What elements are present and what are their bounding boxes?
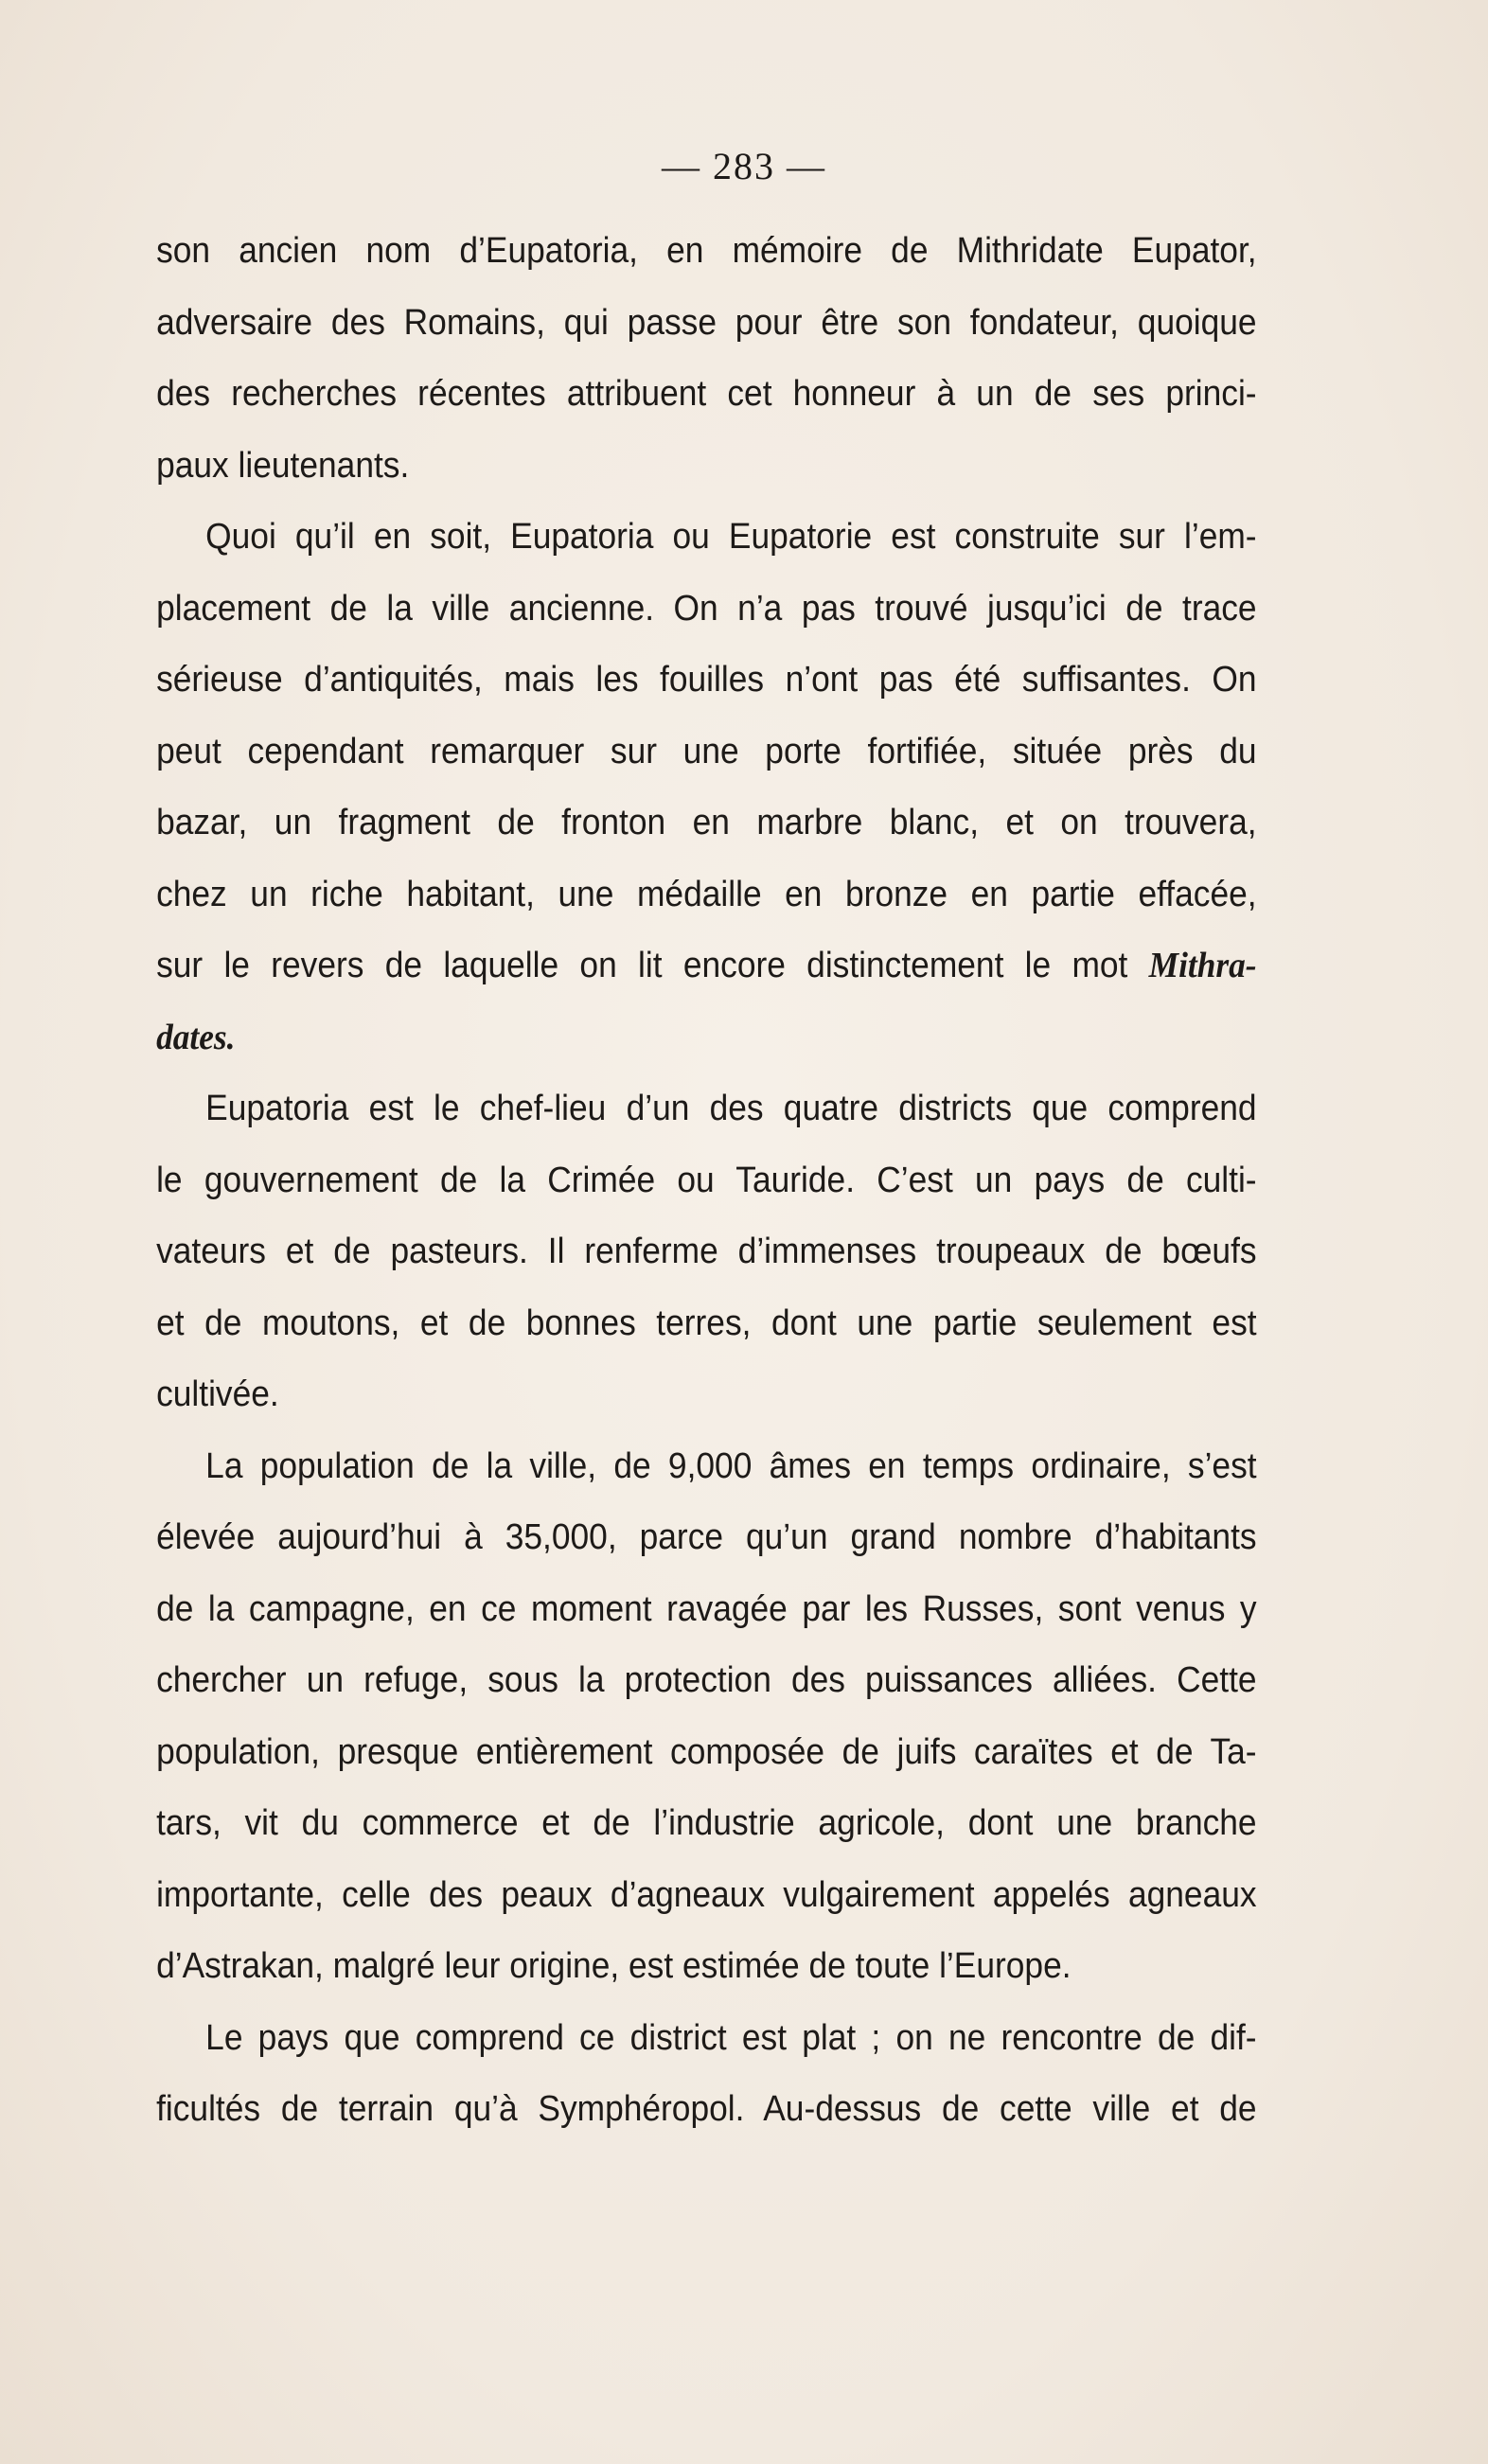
text-line: tars, vit du commerce et de l’industrie agricole, dont une branche <box>156 1803 1257 1843</box>
text-line: placement de la ville ancienne. On n’a pas trouvé jusqu’ici de trace <box>156 588 1257 629</box>
text-line <box>107 1002 1257 1074</box>
text-line: importante, celle des peaux d’agneaux vulgairement appelés agneaux <box>156 1874 1257 1915</box>
paragraph-5 <box>107 2003 1257 2146</box>
text-line: d’Astrakan, malgré leur origine, est estimée de toute l’Europe. <box>156 1946 1072 1986</box>
text-line: et de moutons, et de bonnes terres, dont une partie seulement est <box>156 1303 1257 1343</box>
text-line: de la campagne, en ce moment ravagée par les Russes, sont venus y <box>156 1588 1257 1629</box>
text-line: peut cependant remarquer sur une porte fortifiée, située près du <box>156 731 1257 771</box>
paragraph-1 <box>107 216 1257 502</box>
paragraph-2 <box>107 502 1257 1073</box>
text-line: des recherches récentes attribuent cet honneur à un de ses princi- <box>156 374 1257 414</box>
text-line: cultivée. <box>156 1374 279 1414</box>
page-number: — 283 — <box>662 145 826 187</box>
text-line: population, presque entièrement composée de juifs caraïtes et de Ta- <box>156 1731 1257 1772</box>
italic-word: dates. <box>156 1017 236 1057</box>
text-line: son ancien nom d’Eupatoria, en mémoire de Mithridate Eupator, <box>156 231 1257 271</box>
text-line: élevée aujourd’hui à 35,000, parce qu’un grand nombre d’habitants <box>156 1517 1257 1557</box>
text-segment: sur le revers de laquelle on lit encore distinctement le mot <box>156 946 1149 985</box>
text-line: paux lieutenants. <box>156 445 410 486</box>
text-line: adversaire des Romains, qui passe pour être son fondateur, quoique <box>156 302 1257 343</box>
text-line: chercher un refuge, sous la protection des puissances alliées. Cette <box>156 1660 1257 1700</box>
text-line: chez un riche habitant, une médaille en bronze en partie effacée, <box>156 874 1257 914</box>
text-line <box>107 931 1257 1002</box>
text-line: Le pays que comprend ce district est plat ; on ne rencontre de dif- <box>205 2017 1257 2058</box>
text-line: bazar, un fragment de fronton en marbre blanc, et on trouvera, <box>156 803 1257 842</box>
text-line: sérieuse d’antiquités, mais les fouilles n’ont pas été suffisantes. On <box>156 660 1257 700</box>
page-body-text <box>107 216 1257 2146</box>
text-line: La population de la ville, de 9,000 âmes en temps ordinaire, s’est <box>205 1445 1257 1486</box>
paragraph-3 <box>107 1073 1257 1431</box>
paragraph-4 <box>107 1431 1257 2003</box>
text-line: le gouvernement de la Crimée ou Tauride. C’est un pays de culti- <box>156 1160 1257 1200</box>
text-line: Quoi qu’il en soit, Eupatoria ou Eupatorie est construite sur l’em- <box>205 517 1257 557</box>
text-line: ficultés de terrain qu’à Symphéropol. Au-dessus de cette ville et de <box>156 2089 1257 2129</box>
text-line: Eupatoria est le chef-lieu d’un des quatre districts que comprend <box>205 1089 1257 1128</box>
text-line: vateurs et de pasteurs. Il renferme d’immenses troupeaux de bœufs <box>156 1232 1257 1271</box>
italic-word: Mithra- <box>1148 946 1257 985</box>
